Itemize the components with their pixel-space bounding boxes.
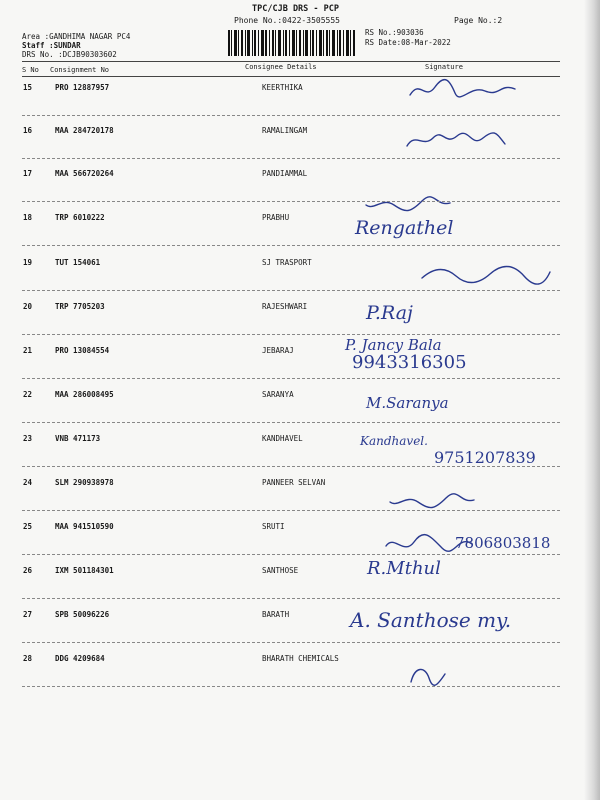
consignment-number: SPB 50096226 — [55, 610, 110, 619]
consignee-name: RAMALINGAM — [262, 126, 308, 135]
consignment-number: MAA 286008495 — [55, 390, 114, 399]
barcode — [228, 30, 356, 56]
consignee-name: BARATH — [262, 610, 290, 619]
table-row — [0, 213, 600, 257]
table-row — [0, 336, 600, 390]
consignee-name: PANNEER SELVAN — [262, 478, 326, 487]
signature: Rengathel — [355, 217, 454, 239]
consignee-name: JEBARAJ — [262, 346, 294, 355]
consignee-name: SANTHOSE — [262, 566, 299, 575]
consignee-name: KANDHAVEL — [262, 434, 303, 443]
consignee-name: RAJESHWARI — [262, 302, 308, 311]
signature: P.Raj — [366, 302, 413, 324]
consignment-number: PRO 13084554 — [55, 346, 110, 355]
signature-phone: 9943316305 — [352, 352, 467, 373]
consignee-name: KEERTHIKA — [262, 83, 303, 92]
staff-field: Staff :SUNDAR — [22, 41, 81, 50]
consignee-name: SARANYA — [262, 390, 294, 399]
area-field: Area :GANDHIMA NAGAR PC4 — [22, 32, 131, 41]
row-divider — [22, 422, 560, 423]
serial-number: 21 — [23, 346, 33, 355]
row-divider — [22, 245, 560, 246]
signature-phone: 9751207839 — [434, 448, 536, 467]
row-divider — [22, 686, 560, 687]
signature: R.Mthul — [367, 558, 441, 579]
serial-number: 27 — [23, 610, 33, 619]
col-consignee: Consignee Details — [245, 63, 317, 71]
consignee-name: SJ TRASPORT — [262, 258, 312, 267]
consignment-number: DDG 4209684 — [55, 654, 105, 663]
serial-number: 24 — [23, 478, 33, 487]
row-divider — [22, 598, 560, 599]
serial-number: 25 — [23, 522, 33, 531]
table-row — [0, 258, 600, 302]
serial-number: 23 — [23, 434, 33, 443]
table-row — [0, 169, 600, 213]
row-divider — [22, 510, 560, 511]
scan-edge — [584, 0, 600, 800]
row-divider — [22, 642, 560, 643]
table-row — [0, 302, 600, 346]
col-signature: Signature — [425, 63, 463, 71]
drs-number: DRS No. :DCJB90303602 — [22, 50, 117, 59]
consignment-number: TRP 6010222 — [55, 213, 105, 222]
signature-scribble — [405, 77, 545, 107]
consignee-name: BHARATH CHEMICALS — [262, 654, 339, 663]
serial-number: 17 — [23, 169, 33, 178]
signature: Kandhavel. — [360, 434, 428, 448]
document-title: TPC/CJB DRS - PCP — [252, 4, 339, 14]
row-divider — [22, 554, 560, 555]
serial-number: 26 — [23, 566, 33, 575]
row-divider — [22, 158, 560, 159]
row-divider — [22, 466, 560, 467]
table-row — [0, 522, 600, 566]
table-row — [0, 83, 600, 127]
consignment-number: MAA 941510590 — [55, 522, 114, 531]
table-row — [0, 478, 600, 522]
table-row — [0, 390, 600, 434]
row-divider — [22, 334, 560, 335]
table-row — [0, 126, 600, 170]
consignment-number: SLM 290938978 — [55, 478, 114, 487]
signature-phone: 7806803818 — [455, 534, 551, 552]
table-row — [0, 558, 600, 610]
consignment-number: MAA 566720264 — [55, 169, 114, 178]
consignee-name: SRUTI — [262, 522, 285, 531]
consignee-name: PANDIAMMAL — [262, 169, 308, 178]
col-sno: S No — [22, 66, 39, 74]
barcode-graphic — [228, 30, 356, 56]
serial-number: 18 — [23, 213, 33, 222]
signature-scribble — [420, 260, 560, 290]
consignment-number: PRO 12887957 — [55, 83, 110, 92]
consignment-number: TUT 154061 — [55, 258, 101, 267]
row-divider — [22, 290, 560, 291]
row-divider — [22, 115, 560, 116]
col-consignment: Consignment No — [50, 66, 110, 74]
row-divider — [22, 378, 560, 379]
phone-number: Phone No.:0422-3505555 — [234, 16, 340, 25]
signature: P. Jancy Bala — [345, 336, 442, 354]
serial-number: 16 — [23, 126, 33, 135]
header-rule-top — [22, 61, 560, 62]
consignment-number: IXM 501184301 — [55, 566, 114, 575]
serial-number: 20 — [23, 302, 33, 311]
table-row — [0, 434, 600, 478]
serial-number: 22 — [23, 390, 33, 399]
signature: A. Santhose my. — [350, 608, 512, 632]
signature-scribble — [380, 530, 520, 560]
table-row — [0, 654, 600, 698]
signature-scribble — [405, 126, 545, 156]
signature-scribble — [386, 488, 526, 518]
serial-number: 15 — [23, 83, 33, 92]
rs-number: RS No.:903036 — [365, 28, 424, 37]
consignment-number: MAA 284720178 — [55, 126, 114, 135]
rs-date: RS Date:08-Mar-2022 — [365, 38, 451, 47]
consignment-number: VNB 471173 — [55, 434, 101, 443]
row-divider — [22, 201, 560, 202]
serial-number: 19 — [23, 258, 33, 267]
serial-number: 28 — [23, 654, 33, 663]
page-number: Page No.:2 — [454, 16, 503, 25]
table-row — [0, 610, 600, 654]
consignment-number: TRP 7705203 — [55, 302, 105, 311]
signature: M.Saranya — [366, 394, 449, 412]
consignee-name: PRABHU — [262, 213, 290, 222]
